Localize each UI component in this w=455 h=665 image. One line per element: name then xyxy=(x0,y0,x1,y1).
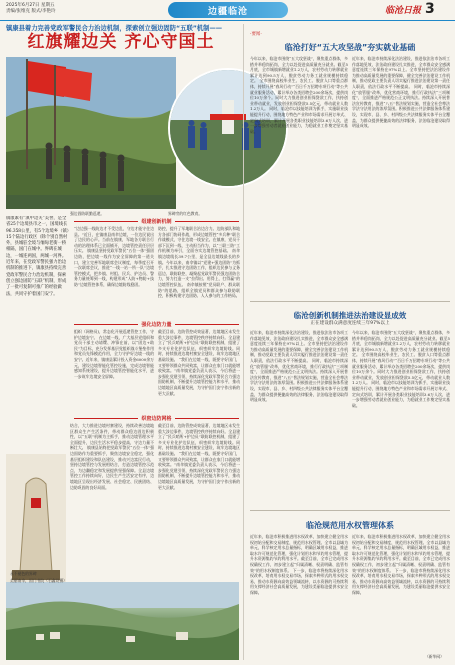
patrol-photo-illustration xyxy=(6,57,176,209)
article2-body-a: 近年来，临沧市持续深化法治建设，推进依法治市各项工作落地见效，法治政府建设扎实推进，全市群众安全感满意度连续三年保持在97%以上。全市坚持把法治建设作为推动高质量发展的重要保障，健全完善法治建设工作机制，推动党政主要负责人切实履行推进法治建设第一责任人职责，依法行政水平不断提高。 同时，临沧市持续深化“放管服”改革，优化营商环境，推行行政执法“三项制度”，全面推进严格规范公正文明执法。持续深入开展普法宣传教育，推进“八五”普法规划实施，营造全社会尊法学法守法用法的浓厚氛围。积极推进公共法律服务体系建设，实现市、县、乡、村四级公共法律服务实体平台全覆盖，为群众提供便捷高效的法律服务，法治临沧建设取得明显成效。 xyxy=(250,330,348,403)
page-number: 3 xyxy=(425,1,435,17)
date: 2025年6月27日 星期五 xyxy=(6,3,55,8)
article3-body-b: 近年来，临沧市积极推进用水权改革，加快建立健全用水权初始分配和交易制度，规范用水权管理。全市以县域为单元，科学核定用水总量指标，明确区域用水权益，推进取水许可规范化管理，强化计划用水和节约用水管理，提升水资源集约节约利用水平。截至目前，全市已完成用水权确权工作，初步建立起“归属清晰、权责明确、监管有效”的用水权制度体系。 下一步，临沧市将持续深化用水权改革，培育用水权交易市场，探索多种形式的用水权交易，推动水资源向高效益领域流转，以水资源的可持续利用支撑经济社会高质量发展，为建设美丽临沧提供水安全保障。 xyxy=(352,534,450,595)
rule-2 xyxy=(250,510,450,511)
article2-headline: 临沧创新机制推进法治建设显成效 xyxy=(293,311,407,320)
news-tag: ·要闻· xyxy=(250,32,262,37)
inner-heading-3-text: 织密边防网格 xyxy=(138,415,174,422)
feature-body-c: 组织（网格员)，常态化开展巡逻管控工作，守护边境安宁。 在边境一线，广大基层党组织和党员干部主动请缨、冲锋在前，以“固边+助民”为目标，充分发挥基层党组织战斗堡垒作用和党员先锋模范作用，全力守护好边境一线的安宁。近年来，镇康县累计投入资金6000余万元，建设边境智能化管控设施，完成边境智能感知系统建设，提升边境管控智能化水平，进一步筑牢边境安全屏障。 xyxy=(74,329,154,379)
patrol-photo xyxy=(6,57,176,209)
boundary-caption: 界碑旁的红色教育。 xyxy=(168,211,203,216)
inner-heading-1 xyxy=(74,217,239,225)
marker-stone-caption: 永不褪色的界碑 xyxy=(10,571,37,576)
article3-body-a: 近年来，临沧市积极推进用水权改革，加快建立健全用水权初始分配和交易制度，规范用水权管理。全市以县域为单元，科学核定用水总量指标，明确区域用水权益，推进取水许可规范化管理，强化计划用水和节约用水管理，提升水资源集约节约利用水平。截至目前，全市已完成用水权确权工作，初步建立起“归属清晰、权责明确、监管有效”的用水权制度体系。 下一步，临沧市将持续深化用水权改革，培育用水权交易市场，探索多种形式的用水权交易，推动水资源向高效益领域流转，以水资源的可持续利用支撑经济社会高质量发展，为建设美丽临沧提供水安全保障。 xyxy=(250,534,348,595)
article2-body-b: 今年以来，临沧市围绕“五大攻坚战”，聚焦重点群体，多措并举稳岗拓岗，全力以赴促进高质量充分就业。截至5月底，全市城镇新增就业1.2万人，农村劳动力转移就业累计达到90.5万人，脱贫劳动力务工就业规模持续稳定。 全市围绕高校毕业生、农民工、脱贫人口等重点群体，持续开展“春风行动”“百日千万招聘专项行动”等公共就业服务活动，累计举办各类招聘会200余场次，提供岗位10万余个。同时大力推进创业担保贷款工作，扶持创业带动就业，发放创业担保贷款5.5亿元，带动就业人数1.2万人。 同时，临沧市以技能培训为抓手，实施职业技能提升行动，围绕地方特色产业和市场需求开展订单式、定向式培训，累计开展各类职业技能培训3.6万人次，进一步增强劳动者就业创业能力，为稳就业工作奠定坚实基础。 xyxy=(352,330,450,408)
section-title: 边疆临沧 xyxy=(207,6,248,17)
feature-body-a: “边边强一线防边才不受边乱，守边才能守住边县。”近日，在镇康县南伞边境，一位边民说出了边民的心声。当前在镇康，军地各方联合行动的治理体系已全面铺开，边境管控责任层层压实。 镇康县坚持党政军警民“五位一体”强固边防，把边境一线作为安全屏障的第一道关口，建立完善军地联席会议制度，每季度召开一次联席会议，推进“一线一站一所一队”边境管控模式，把乡镇、村组、民兵、护边员、警务力量统筹到一线，构建形成“人防+物防+技防”边境管控体系，确保边境防线稳固。 xyxy=(74,226,154,287)
landscape-caption: 美丽南伞，国门书院（石鑫设摄） xyxy=(10,578,67,583)
lead-text: 镇康素有“滇中边关”美誉，是全省25个边境县市之一，国境线长96.358公里，有5个边境乡（镇）15个陆边行政区（除个别自然村外，县城驻全境与缅甸老街一桥相隔，国门在城中。界碑在城边，一城连两国，两城一河界。 近年来，在党政军警民强力治边机制的推进下，镇康县持续完善党政军警民合力治边机制，探索创立强边固防“五联”机制，形成了一批可复制可推广的经验做法，共同守护着国门安宁。 xyxy=(6,216,69,297)
article1-body-a: 今年以来，临沧市围绕“五大攻坚战”，聚焦重点群体，多措并举稳岗拓岗，全力以赴促进高质量充分就业。截至5月底，全市城镇新增就业1.2万人，农村劳动力转移就业累计达到90.5万人，脱贫劳动力务工就业规模持续稳定。 全市围绕高校毕业生、农民工、脱贫人口等重点群体，持续开展“春风行动”“百日千万招聘专项行动”等公共就业服务活动，累计举办各类招聘会200余场次，提供岗位10万余个。同时大力推进创业担保贷款工作，扶持创业带动就业，发放创业担保贷款5.5亿元，带动就业人数1.2万人。 同时，临沧市以技能培训为抓手，实施职业技能提升行动，围绕地方特色产业和市场需求开展订单式、定向式培训，累计开展各类职业技能培训3.6万人次，进一步增强劳动者就业创业能力，为稳就业工作奠定坚实基础。 xyxy=(250,56,348,134)
feature-body-b: 防控，提升了军地联合治边合力。边防部队和地方各部门协同作战，形成边境管控“多兵种”联合作战模式，守住边境一线安全。在镇康，党员干部下沉到一线、主动担当作为，以“三联三防”工作机制为牵引，全面夯实边境管控基础。 南伞镇边境线长39.7公里，是全县边境线最长的乡镇。今年以来，南伞镇以“党建+强边固防”为抓手，扎实推进守边固防工作，组织边民参与义务巡边、联防联控，凝聚起党政军警民强边固防合力，努力打造一支“拉得出、用得上、打得赢”的边境管控队伍。 南伞镇按照“党员联户、群众联防”的思路，组织全镇党员和群众参与联防联控，积极构建守边固防、人人参与的工作格局。 xyxy=(158,226,240,299)
inner-heading-3 xyxy=(74,414,239,422)
rule-1 xyxy=(250,301,450,302)
marker-stone-photo xyxy=(6,454,66,582)
masthead xyxy=(0,0,455,20)
article3-headline: 临沧规范用水权管理体系 xyxy=(306,521,394,530)
feature-subhead: 镇康县着力完善党政军警民合力治边机制，探索创立强边固防“五联”机制—— xyxy=(6,25,223,32)
article2-subhead: 正在建设群众满意度连续三年97%以上 xyxy=(310,321,390,326)
feature-body-f: 截至目前，边防管控成效显著，边境地区未发生重大涉边事件，边境管控秩序持续向好。全县建立了“民兵哨所+护边员”联防联控机制，组建了多支专业化护边队伍，织密织牢边境防线。同时，持续推进边境村寨安全建设，筑牢边境地区基础设施。 “我们在边境一线，既要守好国门，又要带领群众共同致富，让群众在家门口就能增收致富。”南伞镇党委负责人表示，今后将进一步强化党建引领，持续深化党政军警民合力强边固防机制，不断提升边境管控能力和水平，推动边境地区高质量发展，为守护国门安宁作出新的更大贡献。 xyxy=(158,423,240,490)
page-brand: 临沧日报 xyxy=(385,6,422,16)
editors: 责编/张维克 版式/李艳玲 xyxy=(6,8,56,14)
article1-body-b: 近年来，临沧市持续深化法治建设，推进依法治市各项工作落地见效，法治政府建设扎实推进，全市群众安全感满意度连续三年保持在97%以上。全市坚持把法治建设作为推动高质量发展的重要保障，健全完善法治建设工作机制，推动党政主要负责人切实履行推进法治建设第一责任人职责，依法行政水平不断提高。 同时，临沧市持续深化“放管服”改革，优化营商环境，推行行政执法“三项制度”，全面推进严格规范公正文明执法。持续深入开展普法宣传教育，推进“八五”普法规划实施，营造全社会尊法学法守法用法的浓厚氛围。积极推进公共法律服务体系建设，实现市、县、乡、村四级公共法律服务实体平台全覆盖，为群众提供便捷高效的法律服务，法治临沧建设取得明显成效。 xyxy=(352,56,450,129)
feature-body-d: 截至目前，边防管控成效显著，边境地区未发生重大涉边事件，边境管控秩序持续向好。全县建立了“民兵哨所+护边员”联防联控机制，组建了多支专业化护边队伍，织密织牢边境防线。同时，持续推进边境村寨安全建设，筑牢边境地区基础设施。 “我们在边境一线，既要守好国门，又要带领群众共同致富，让群众在家门口就能增收致富。”南伞镇党委负责人表示，今后将进一步强化党建引领，持续深化党政军警民合力强边固防机制，不断提升边境管控能力和水平，推动边境地区高质量发展，为守护国门安宁作出新的更大贡献。 xyxy=(158,329,240,396)
byline: （新华网） xyxy=(425,654,444,659)
feature-body-e: 结合，大力推进边境村寨建设，持续改善边境地区群众生产生活条件，带动群众稳边固边积极性，以“五联”机制为主抓手，推动边境管理水平全面提升，边民生活水平稳步提高，守边力量不断壮大。 镇康县始终把党政军警民“五位一体”强边固防作为重要抓手，聚焦边境安全稳定，强化基层组织建设和队伍建设，推动兴边富民行动，坚持边境管控与发展相结合，打造边境管控示范点，为边疆稳定和发展提供坚强保障。全县边境管控工作持续向好，边民生产生活安定有序，边境地区呈现出经济发展、社会稳定、民族团结、边防巩固的良好局面。 xyxy=(70,423,154,490)
column-divider xyxy=(243,24,244,660)
inner-heading-2 xyxy=(74,320,239,328)
section-banner xyxy=(168,2,288,18)
inner-heading-2-text: 强化边防力量 xyxy=(138,321,174,328)
top-rule xyxy=(0,20,455,21)
landscape-illustration xyxy=(6,582,239,660)
date-line xyxy=(6,3,55,14)
inner-heading-1-text: 组建创新机制 xyxy=(138,218,174,225)
article1-headline: 临沧打好“五大攻坚战”夯实就业基础 xyxy=(284,43,416,52)
landscape-photo xyxy=(6,582,239,660)
feature-headline: 红旗耀边关 齐心守国土 xyxy=(27,32,215,52)
feature-lead xyxy=(6,216,70,436)
marker-stone-illustration xyxy=(6,454,66,582)
patrol-caption: 强边固防联勤巡逻。 xyxy=(70,211,105,216)
